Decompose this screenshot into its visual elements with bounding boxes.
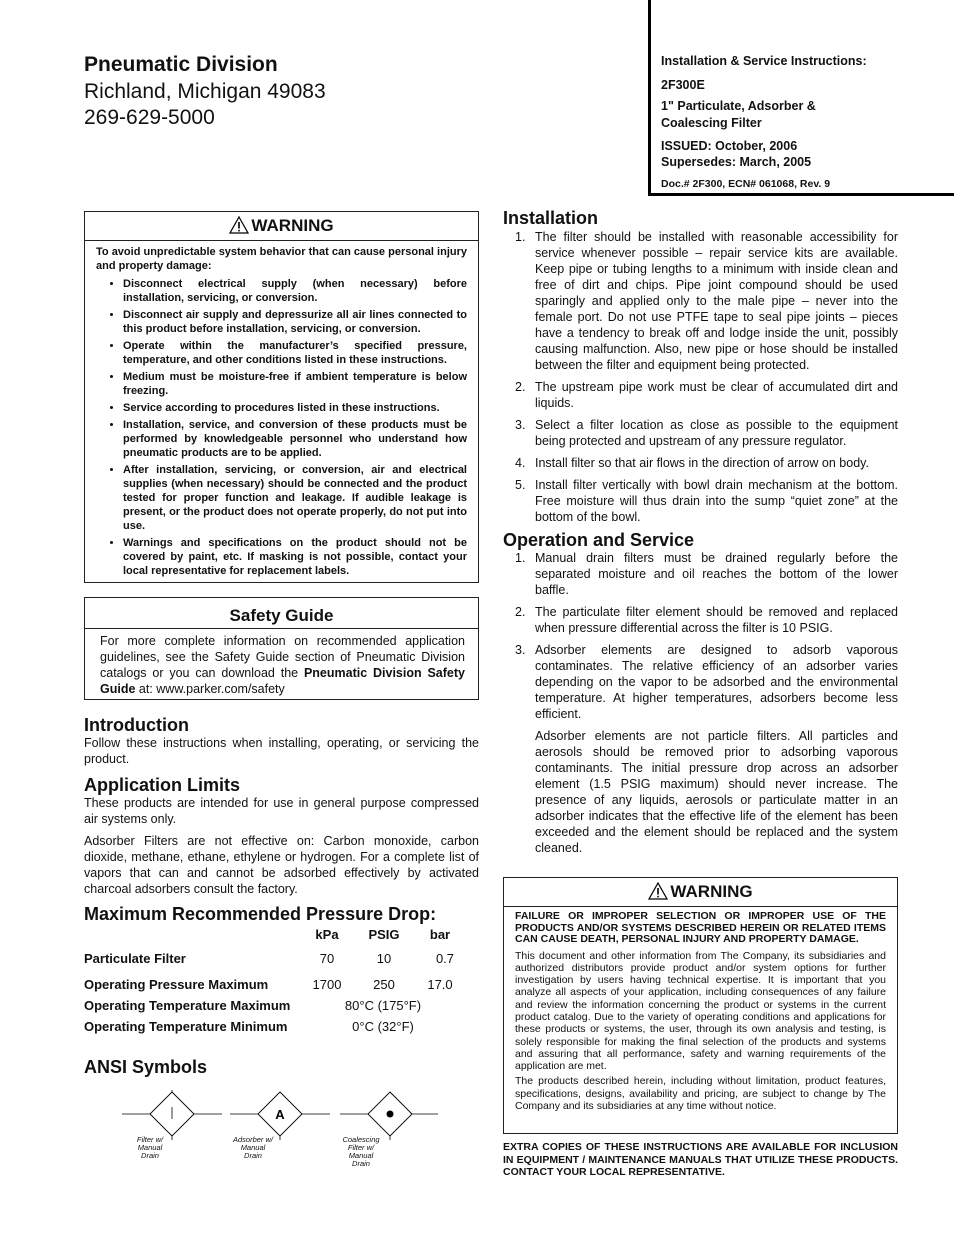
installation-step-text: Install filter vertically with bowl drain mechanism at the bottom. Free moisture will thus drain into the sump “quiet zone” at the bottom of the bowl. xyxy=(535,478,898,524)
particulate-filter-label: Particulate Filter xyxy=(84,951,186,966)
info-label: Installation & Service Instructions: xyxy=(661,54,867,68)
installation-heading: Installation xyxy=(503,208,599,228)
ansi-symbols-heading: ANSI Symbols xyxy=(84,1057,208,1077)
info-doc-number: Doc.# 2F300, ECN# 061068, Rev. 9 xyxy=(661,178,831,190)
particulate-psig: 10 xyxy=(376,951,392,966)
installation-step-text: The upstream pipe work must be clear of accumulated dirt and liquids. xyxy=(535,380,898,410)
label-line: Coalescing xyxy=(342,1135,380,1144)
installation-step: 3. Select a filter location as close as possible to the equipment being protected and upstream of any pressure regulator. xyxy=(515,418,898,448)
warning-bullet: • After installation, servicing, or conversion, air and electrical supplies (when necessary) should be connected and the product tested for proper function and leakage. If audible leakage is present, or the product does not operate properly, do not put into use. xyxy=(123,463,467,533)
introduction-heading: Introduction xyxy=(84,715,189,735)
warning-triangle-icon xyxy=(229,216,249,234)
adsorber-manual-drain-symbol xyxy=(230,1092,330,1140)
unit-bar: bar xyxy=(429,927,451,942)
label-line: Filter w/ xyxy=(347,1143,375,1152)
warning-bullet: • Disconnect air supply and depressurize all air lines connected to this product before installation, servicing, or conversion. xyxy=(123,308,467,336)
op-pressure-max-bar: 17.0 xyxy=(427,977,453,992)
pressure-drop-heading: Maximum Recommended Pressure Drop: xyxy=(84,904,437,924)
installation-step: 5. Install filter vertically with bowl drain mechanism at the bottom. Free moisture will thus drain into the sump “quiet zone” at the bottom of the bowl. xyxy=(515,478,898,524)
warning-box-top xyxy=(84,211,479,583)
warning-body xyxy=(85,241,478,578)
warning-bullet: • Operate within the manufacturer’s specified pressure, temperature, and other conditions listed in these instructions. xyxy=(123,339,467,367)
warning-2-p2: The products described herein, including without limitation, product features, specifications, designs, availability and pricing, are subject to change by The Company and its subsidiaries at any time without notice. xyxy=(515,1075,886,1113)
warning-bullet: • Medium must be moisture-free if ambient temperature is below freezing. xyxy=(123,370,467,398)
operation-service-heading: Operation and Service xyxy=(503,530,695,550)
op-pressure-max-label: Operating Pressure Maximum xyxy=(84,977,269,992)
warning-bullet: • Warnings and specifications on the product should not be covered by paint, etc. If masking is not possible, contact your local representative for replacement labels. xyxy=(123,536,467,578)
info-model: 2F300E xyxy=(661,78,705,92)
label-line: Manual xyxy=(348,1151,374,1160)
installation-steps xyxy=(503,229,898,531)
label-line: Drain xyxy=(141,1151,159,1160)
operation-step: 2. The particulate filter element should be removed and replaced when pressure differential across the filter is 10 PSIG. xyxy=(515,605,898,635)
application-limits-heading: Application Limits xyxy=(84,775,241,795)
label-line: Filter w/ xyxy=(136,1135,164,1144)
op-temp-min-value: 0°C (32°F) xyxy=(352,1019,414,1034)
unit-kpa: kPa xyxy=(315,927,339,942)
operation-step-text: The particulate filter element should be removed and replaced when pressure differential across the filter is 10 PSIG. xyxy=(535,605,898,635)
op-pressure-max-psig: 250 xyxy=(373,977,395,992)
operation-step: 1. Manual drain filters must be drained regularly before the separated moisture and oil reaches the bottom of the lower baffle. xyxy=(515,551,898,597)
label-line: Adsorber w/ xyxy=(232,1135,274,1144)
operation-step-text: Adsorber elements are designed to adsorb vaporous contaminates. The relative efficiency of an adsorber varies depending on the vapor to be adsorbed and the environmental temperature. At higher temperatures, adsorbers become less efficient. xyxy=(535,643,898,721)
operation-step-extra xyxy=(503,728,898,856)
info-issued: ISSUED: October, 2006 xyxy=(661,139,798,153)
warning-bullet-list xyxy=(96,277,467,578)
safety-text-pre: For more complete information on recommended application guidelines, see the Safety Guide section of Pneumatic Division catalogs or you can download the xyxy=(100,634,465,680)
label-line: Drain xyxy=(244,1151,262,1160)
op-temp-max-label: Operating Temperature Maximum xyxy=(84,998,291,1013)
warning-bullet: • Service according to procedures listed in these instructions. xyxy=(123,401,467,415)
division-title: Pneumatic Division xyxy=(84,53,278,76)
extra-copies-note: EXTRA COPIES OF THESE INSTRUCTIONS ARE AVAILABLE FOR INCLUSION IN EQUIPMENT / MAINTENANCE MANUALS THAT UTILIZE THESE PRODUCTS. CONTACT YOUR LOCAL REPRESENTATIVE. xyxy=(503,1141,898,1178)
warning-box-bottom xyxy=(503,877,898,1134)
installation-step: 4. Install filter so that air flows in the direction of arrow on body. xyxy=(515,456,869,470)
installation-step: 2. The upstream pipe work must be clear of accumulated dirt and liquids. xyxy=(515,380,898,410)
safety-text-post: at: www.parker.com/safety xyxy=(135,682,285,696)
installation-step: 1. The filter should be installed with reasonable accessibility for service whenever possible – repair service kits are available. Keep pipe or tubing lengths to a minimum with inside clean and free of dirt and chips. Pipe joint compound should be used sparingly and applied only to the male pipe – never into the female port. Do not use PTFE tape to seal pipe joints – pieces have a tendency to break off and lodge inside the unit, possibly causing malfunction. Also, new pipe or hose should be installed between the filter and equipment being protected. xyxy=(515,230,898,372)
unit-psig: PSIG xyxy=(368,927,400,942)
warning-2-caps: FAILURE OR IMPROPER SELECTION OR IMPROPER USE OF THE PRODUCTS AND/OR SYSTEMS DESCRIBED HEREIN OR RELATED ITEMS CAN CAUSE DEATH, PERSONAL INJURY AND PROPERTY DAMAGE. xyxy=(515,910,886,945)
application-limits-p2: Adsorber Filters are not effective on: Carbon monoxide, carbon dioxide, methane, ethane, ethylene or hydrogen. For a complete list of vapors that can and cannot be adsorbed effectively by activated charcoal adsorbers consult the factory. xyxy=(84,834,479,896)
warning-title: WARNING xyxy=(251,216,334,235)
safety-guide-link-text: Pneumatic Division Safety Guide xyxy=(100,666,465,696)
warning-title-2: WARNING xyxy=(670,882,753,901)
particulate-bar: 0.7 xyxy=(435,951,455,966)
operation-steps xyxy=(503,550,898,862)
coalescing-symbol-label xyxy=(336,1136,386,1168)
installation-step-text: Install filter so that air flows in the direction of arrow on body. xyxy=(535,456,869,470)
installation-step-text: The filter should be installed with reasonable accessibility for service whenever possible – repair service kits are available. Keep pipe or tubing lengths to a minimum with inside clean and free of dirt and chips. Pipe joint compound should be used sparingly and applied only to the male pipe – never into the female port. Do not use PTFE tape to seal pipe joints – pieces have a tendency to break off and lodge inside the unit, possibly causing malfunction. Also, new pipe or hose should be installed between the filter and equipment being protected. xyxy=(535,230,898,372)
operation-step-text: Manual drain filters must be drained regularly before the separated moisture and oil reaches the bottom of the lower baffle. xyxy=(535,551,898,597)
installation-step-text: Select a filter location as close as possible to the equipment being protected and upstream of any pressure regulator. xyxy=(535,418,898,448)
safety-guide-box xyxy=(84,597,479,700)
label-line: Manual xyxy=(137,1143,163,1152)
op-pressure-max-kpa: 1700 xyxy=(312,977,342,992)
filter-manual-drain-symbol xyxy=(122,1090,222,1140)
warning-intro: To avoid unpredictable system behavior that can cause personal injury and property damage: xyxy=(96,246,467,272)
adsorber-symbol-label xyxy=(222,1136,284,1160)
op-temp-max-value: 80°C (175°F) xyxy=(344,998,422,1013)
warning-heading xyxy=(85,212,478,241)
application-limits-p1: These products are intended for use in general purpose compressed air systems only. xyxy=(84,796,479,826)
particulate-kpa: 70 xyxy=(319,951,335,966)
info-product-line1: 1" Particulate, Adsorber & xyxy=(661,99,816,113)
safety-guide-title: Safety Guide xyxy=(85,598,478,629)
introduction-text: Follow these instructions when installing, operating, or servicing the product. xyxy=(84,736,479,766)
warning-2-body xyxy=(504,907,897,1112)
division-phone: 269-629-5000 xyxy=(84,106,215,129)
warning-heading-2 xyxy=(504,878,897,907)
operation-step: 3. Adsorber elements are designed to adsorb vaporous contaminates. The relative efficiency of an adsorber varies depending on the vapor to be adsorbed and the environmental temperature. At higher temperatures, adsorbers become less efficient. xyxy=(515,643,898,721)
coalescing-manual-drain-symbol xyxy=(340,1092,438,1140)
division-address: Richland, Michigan 49083 xyxy=(84,80,326,103)
label-line: Manual xyxy=(240,1143,266,1152)
adsorber-letter: A xyxy=(275,1107,285,1122)
operation-extra-text: Adsorber elements are not particle filters. All particles and aerosols should be removed prior to adsorbing vaporous contaminants. The initial pressure drop across an adsorber element (1.5 PSIG maximum) should never increase. The presence of any liquids, aerosols or particulate matter in an adsorber indicates that the effective life of the element has been exceeded and the element should be replaced and the system cleaned. xyxy=(535,729,898,855)
warning-bullet: • Installation, service, and conversion of these products must be performed by knowledgeable personnel who understand how pneumatic products are to be applied. xyxy=(123,418,467,460)
info-product-line2: Coalescing Filter xyxy=(661,116,762,130)
op-temp-min-label: Operating Temperature Minimum xyxy=(84,1019,288,1034)
safety-guide-text xyxy=(85,629,478,697)
ansi-symbols-diagram xyxy=(120,1090,450,1140)
label-line: Drain xyxy=(352,1159,370,1168)
filter-symbol-label xyxy=(130,1136,170,1160)
info-supersedes: Supersedes: March, 2005 xyxy=(661,155,812,169)
warning-bullet: • Disconnect electrical supply (when necessary) before installation, servicing, or conversion. xyxy=(123,277,467,305)
warning-triangle-icon xyxy=(648,882,668,900)
warning-2-p1: This document and other information from The Company, its subsidiaries and authorized distributors provide product and/or system options for further investigation by users having technical expertise. It is important that you analyze all aspects of your application, including consequences of any failure and review the information concerning the product or systems in the current product catalog. Due to the variety of operating conditions and applications for these products or systems, the user, through its own analysis and testing, is solely responsible for making the final selection of the products and systems and assuring that all performance, safety and warning requirements of the application are met. xyxy=(515,949,886,1073)
